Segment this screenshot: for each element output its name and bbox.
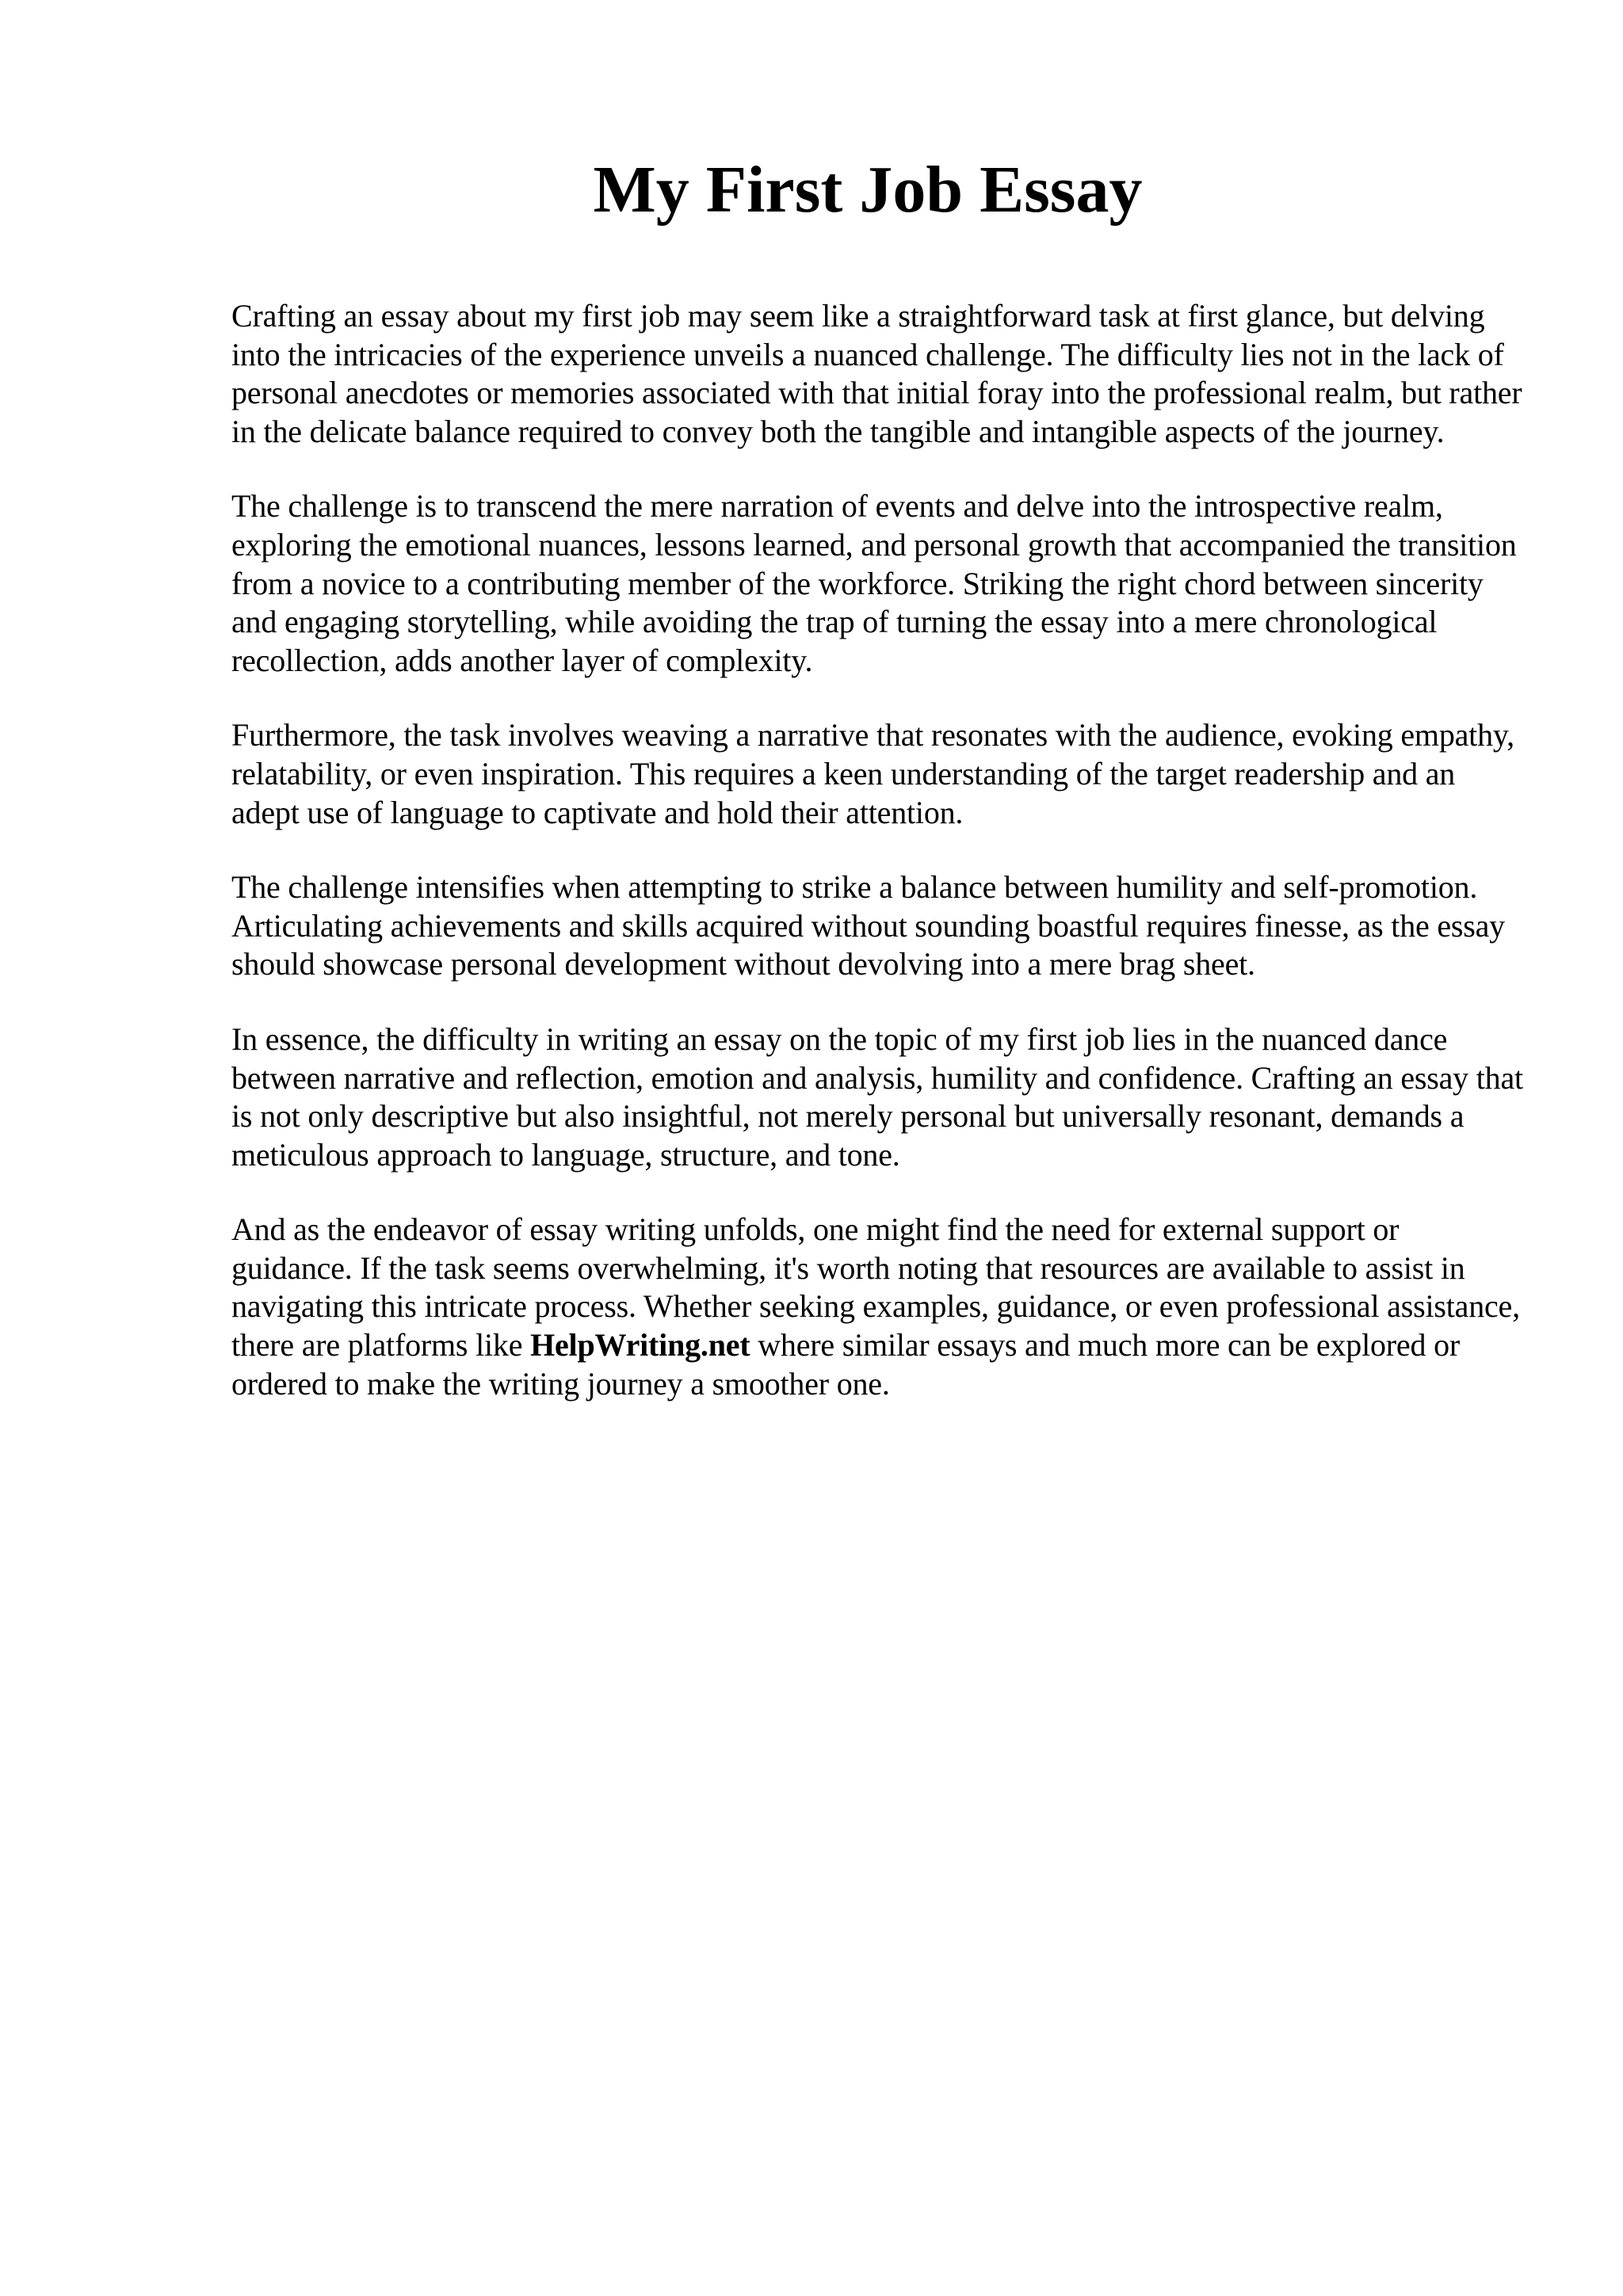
paragraph-6 — [231, 1211, 1527, 1403]
page-title: My First Job Essay — [593, 153, 1143, 227]
paragraph-6-text-start: And as the endeavor of essay writing unfolds, one might find the need for external support or guidance. If the task seems overwhelming, it's worth noting that resources are available to assist in navigating this intricate process. Whether seeking examples, guidance, or even professional assistance, there are platforms like — [231, 1211, 1520, 1363]
paragraph-6-text-end: where similar essays and much more can be explored or ordered to make the writing journey a smoother one. — [231, 1327, 1460, 1402]
paragraph-5: In essence, the difficulty in writing an essay on the topic of my first job lies in the nuanced dance between narrative and reflection, emotion and analysis, humility and confidence. Crafting an essay that is not only descriptive but also insightful, not merely personal but universally resonant, demands a meticulous approach to language, structure, and tone. — [231, 1020, 1523, 1173]
paragraph-2: The challenge is to transcend the mere narration of events and delve into the introspective realm, exploring the emotional nuances, lessons learned, and personal growth that accompanied the transition from a novice to a contributing member of the workforce. Striking the right chord between sincerity and engaging storytelling, while avoiding the trap of turning the essay into a mere chronological recollection, adds another layer of complexity. — [231, 488, 1517, 678]
essay-body — [231, 297, 1527, 1440]
helpwriting-brand-text: HelpWriting.net — [530, 1327, 750, 1363]
paragraph-1: Crafting an essay about my first job may seem like a straightforward task at first glance, but delving into the intricacies of the experience unveils a nuanced challenge. The difficulty lies not in the lack of personal anecdotes or memories associated with that initial foray into the professional realm, but rather in the delicate balance required to convey both the tangible and intangible aspects of the journey. — [231, 298, 1522, 449]
paragraph-4: The challenge intensifies when attempting to strike a balance between humility and self-promotion. Articulating achievements and skills acquired without sounding boastful requires finesse, as the essay should showcase personal development without devolving into a mere brag sheet. — [231, 869, 1505, 982]
paragraph-3: Furthermore, the task involves weaving a narrative that resonates with the audience, evoking empathy, relatability, or even inspiration. This requires a keen understanding of the target readership and an adept use of language to captivate and hold their attention. — [231, 717, 1514, 830]
